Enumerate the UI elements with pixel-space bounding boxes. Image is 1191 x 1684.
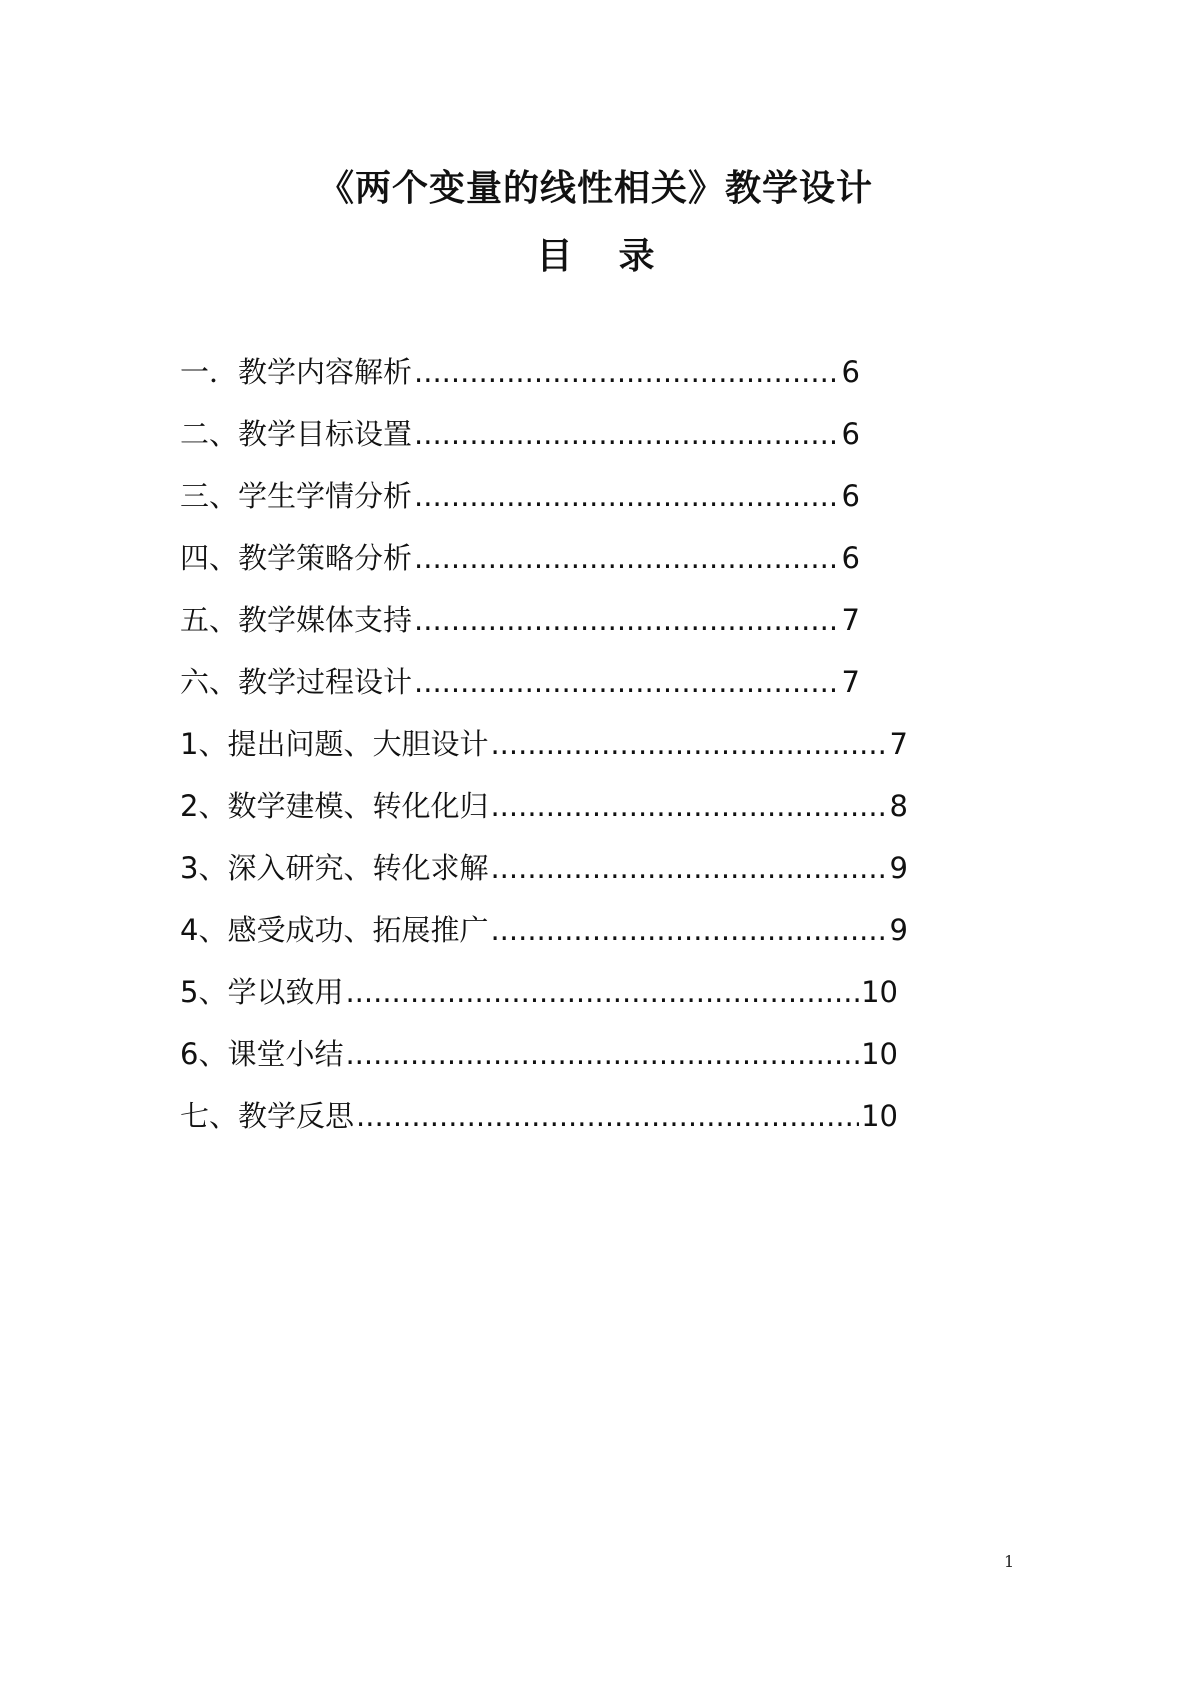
toc-leader-dots xyxy=(490,727,887,761)
page-number: 1 xyxy=(1004,1552,1015,1571)
toc-entry[interactable] xyxy=(180,474,860,514)
toc-entry[interactable] xyxy=(180,908,908,948)
toc-entry[interactable] xyxy=(180,722,908,762)
toc-entry-page: 8 xyxy=(889,789,908,823)
toc-leader-dots xyxy=(490,851,887,885)
toc-leader-dots xyxy=(414,479,840,513)
toc-entry-page: 10 xyxy=(861,975,898,1009)
toc-entry-page: 6 xyxy=(841,479,860,513)
toc-entry-label: 1、提出问题、大胆设计 xyxy=(180,727,489,761)
toc-leader-dots xyxy=(414,603,840,637)
toc-entry[interactable] xyxy=(180,970,898,1010)
toc-leader-dots xyxy=(414,541,840,575)
toc-entry[interactable] xyxy=(180,1094,898,1134)
toc-leader-dots xyxy=(345,975,859,1009)
toc-entry[interactable] xyxy=(180,1032,898,1072)
toc-leader-dots xyxy=(345,1037,859,1071)
toc-entry-label: 6、课堂小结 xyxy=(180,1037,344,1071)
toc-leader-dots xyxy=(490,789,887,823)
toc-entry[interactable] xyxy=(180,846,908,886)
toc-entry[interactable] xyxy=(180,598,860,638)
toc-leader-dots xyxy=(414,665,840,699)
toc-leader-dots xyxy=(490,913,887,947)
toc-entry-label: 六、教学过程设计 xyxy=(180,665,413,699)
toc-leader-dots xyxy=(414,417,840,451)
toc-entry-page: 7 xyxy=(841,603,860,637)
toc-leader-dots xyxy=(356,1099,859,1133)
toc-entry[interactable] xyxy=(180,784,908,824)
toc-entry-label: 3、深入研究、转化求解 xyxy=(180,851,489,885)
toc-entry-page: 6 xyxy=(841,541,860,575)
toc-entry[interactable] xyxy=(180,536,860,576)
toc-entry-page: 7 xyxy=(841,665,860,699)
toc-entry-label: 三、学生学情分析 xyxy=(180,479,413,513)
toc-entry-page: 9 xyxy=(889,851,908,885)
toc-entry-label: 2、数学建模、转化化归 xyxy=(180,789,489,823)
toc-entry-label: 4、感受成功、拓展推广 xyxy=(180,913,489,947)
toc-entry-page: 7 xyxy=(889,727,908,761)
toc-entry[interactable] xyxy=(180,412,860,452)
toc-leader-dots xyxy=(414,355,840,389)
toc-entry-page: 6 xyxy=(841,417,860,451)
toc-entry-label: 七、教学反思 xyxy=(180,1099,355,1133)
document-title: 《两个变量的线性相关》教学设计 xyxy=(317,168,873,209)
toc-entry-label: 四、教学策略分析 xyxy=(180,541,413,575)
toc-heading xyxy=(0,228,1191,279)
toc-entry-page: 9 xyxy=(889,913,908,947)
toc-entry-label: 五、教学媒体支持 xyxy=(180,603,413,637)
toc-entry[interactable] xyxy=(180,350,860,390)
toc-entry-page: 10 xyxy=(861,1099,898,1133)
toc-entry-page: 6 xyxy=(841,355,860,389)
toc-entry-label: 5、学以致用 xyxy=(180,975,344,1009)
toc-entry[interactable] xyxy=(180,660,860,700)
toc-entry-page: 10 xyxy=(861,1037,898,1071)
toc-heading-char-1: 目 xyxy=(536,236,573,277)
toc-entry-label: 一．教学内容解析 xyxy=(180,355,413,389)
toc-heading-char-2: 录 xyxy=(618,236,655,277)
toc-entry-label: 二、教学目标设置 xyxy=(180,417,413,451)
